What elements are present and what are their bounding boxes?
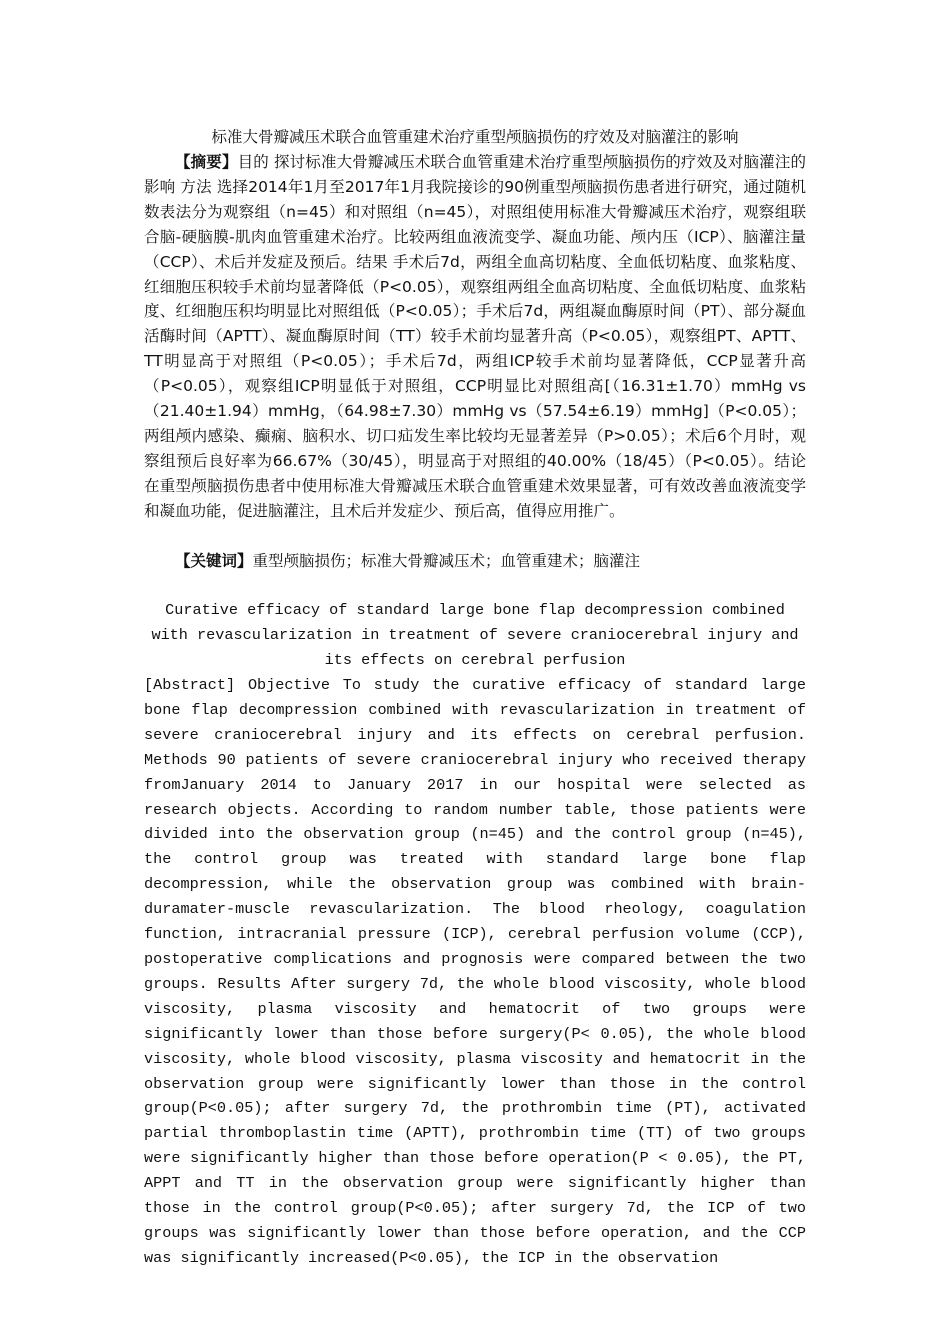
chinese-keywords-label: 【关键词】	[175, 552, 253, 570]
english-abstract-text: Objective To study the curative efficacy of standard large bone flap decompression combined with revascularization in treatment of severe craniocerebral injury and its effects on cerebral perfusion. Methods 90 patients of severe craniocerebral injury who received therapy fromJanuary 2014 to January 2017 in our hospital were selected as research objects. According to random number table, those patients were divided into the observation group (n=45) and the control group (n=45), the control group was treated with standard large bone flap decompression, while the observation group was combined with brain-duramater-muscle revascularization. The blood rheology, coagulation function, intracranial pressure (ICP), cerebral perfusion volume (CCP), postoperative complications and prognosis were compared between the two groups. Results After surgery 7d, the whole blood viscosity, whole blood viscosity, plasma viscosity and hematocrit of two groups were significantly lower than those before surgery(P< 0.05), the whole blood viscosity, whole blood viscosity, plasma viscosity and hematocrit in the observation group were significantly lower than those in the control group(P<0.05); after surgery 7d, the prothrombin time (PT), activated partial thromboplastin time (APTT), prothrombin time (TT) of two groups were significantly higher than those before operation(P < 0.05), the PT, APPT and TT in the observation group were significantly higher than those in the control group(P<0.05); after surgery 7d, the ICP of two groups was significantly lower than those before operation, and the CCP was significantly increased(P<0.05), the ICP in the observation	[144, 676, 806, 1267]
english-title: Curative efficacy of standard large bone flap decompression combined with revascularization in treatment of severe craniocerebral injury and its effects on cerebral perfusion	[151, 601, 799, 669]
chinese-abstract-text: 目的 探讨标准大骨瓣减压术联合血管重建术治疗重型颅脑损伤的疗效及对脑灌注的影响 方法 选择2014年1月至2017年1月我院接诊的90例重型颅脑损伤患者进行研究，通过随机数表法分为观察组（n=45）和对照组（n=45），对照组使用标准大骨瓣减压术治疗，观察组联合脑-硬脑膜-肌肉血管重建术治疗。比较两组血液流变学、凝血功能、颅内压（ICP）、脑灌注量（CCP）、术后并发症及预后。结果 手术后7d，两组全血高切粘度、全血低切粘度、血浆粘度、红细胞压积较手术前均显著降低（P<0.05），观察组两组全血高切粘度、全血低切粘度、血浆粘度、红细胞压积均明显比对照组低（P<0.05）；手术后7d，两组凝血酶原时间（PT）、部分凝血活酶时间（APTT）、凝血酶原时间（TT）较手术前均显著升高（P<0.05），观察组PT、APTT、TT明显高于对照组（P<0.05）；手术后7d，两组ICP较手术前均显著降低，CCP显著升高（P<0.05），观察组ICP明显低于对照组，CCP明显比对照组高[（16.31±1.70）mmHg vs（21.40±1.94）mmHg，（64.98±7.30）mmHg vs（57.54±6.19）mmHg]（P<0.05）；两组颅内感染、癫痫、脑积水、切口疝发生率比较均无显著差异（P>0.05）；术后6个月时，观察组预后良好率为66.67%（30/45），明显高于对照组的40.00%（18/45）（P<0.05）。结论 在重型颅脑损伤患者中使用标准大骨瓣减压术联合血管重建术效果显著，可有效改善血液流变学和凝血功能，促进脑灌注，且术后并发症少、预后高，值得应用推广。	[144, 153, 806, 520]
chinese-abstract-label: 【摘要】	[175, 153, 238, 171]
chinese-keywords	[144, 549, 806, 574]
english-abstract	[144, 673, 806, 1271]
english-abstract-label: [Abstract]	[144, 676, 236, 694]
chinese-abstract	[144, 150, 806, 524]
chinese-keywords-text: 重型颅脑损伤；标准大骨瓣减压术；血管重建术；脑灌注	[252, 552, 641, 570]
chinese-title: 标准大骨瓣减压术联合血管重建术治疗重型颅脑损伤的疗效及对脑灌注的影响	[211, 128, 739, 146]
